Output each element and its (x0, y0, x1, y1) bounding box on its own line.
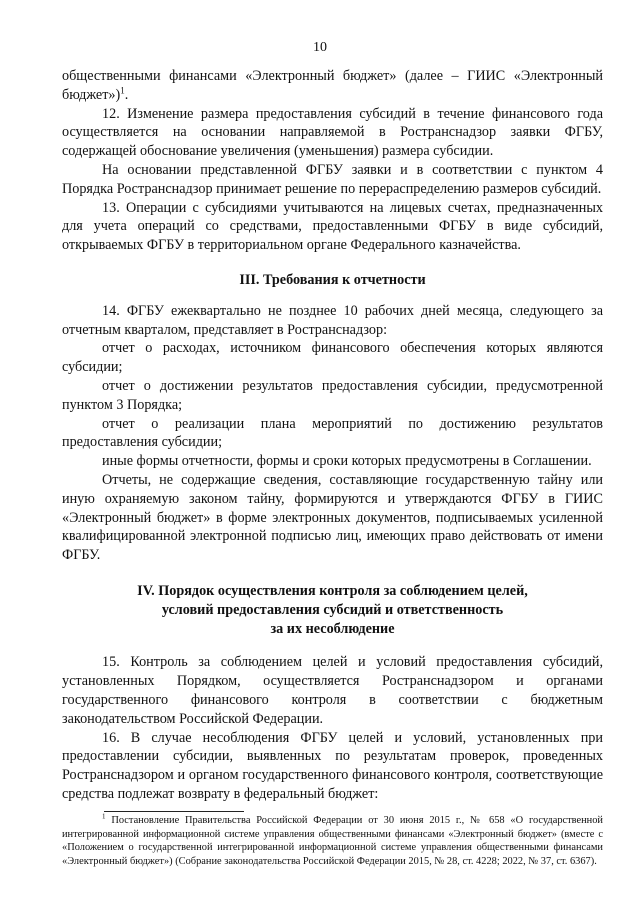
footnote-reference[interactable]: 1 (120, 85, 125, 96)
paragraph-continuation (62, 67, 603, 105)
section-4-heading (62, 582, 603, 638)
page-number: 10 (313, 40, 327, 55)
paragraph-12: 12. Изменение размера предоставления субсидий в течение финансового года осуществляется на основании направляемой в Ространснадзор заявки ФГБУ, содержащей обоснование увеличения (уменьшения) размера субсидии. (62, 105, 603, 160)
paragraph-13: 13. Операции с субсидиями учитываются на лицевых счетах, предназначенных для учета операций со средствами, предоставленными ФГБУ в виде субсидий, открываемых ФГБУ в территориальном органе Федерального казначейства. (62, 199, 603, 254)
footnote-separator (104, 811, 244, 812)
report-item-results: отчет о достижении результатов предоставления субсидии, предусмотренной пунктом 3 Порядка; (62, 377, 603, 413)
paragraph-15: 15. Контроль за соблюдением целей и условий предоставления субсидий, установленных Порядком, осуществляется Ространснадзором и органами государственного финансового контроля в соответствии с бюджетным законодательством Российской Федерации. (62, 654, 603, 727)
paragraph-12-redistribution: На основании представленной ФГБУ заявки и в соответствии с пунктом 4 Порядка Ространснадзор принимает решение по перераспределению размеров субсидий. (62, 161, 603, 197)
paragraph-reports: Отчеты, не содержащие сведения, составляющие государственную тайну или иную охраняемую законом тайну, формируются и утверждаются ФГБУ в ГИИС «Электронный бюджет» в форме электронных документов, подписываемых усиленной квалифицированной электронной подписью лиц, имеющих право действовать от имени ФГБУ. (62, 471, 603, 564)
paragraph-14: 14. ФГБУ ежеквартально не позднее 10 рабочих дней месяца, следующего за отчетным кварталом, представляет в Ространснадзор: (62, 302, 603, 338)
paragraph-continuation-text: общественными финансами «Электронный бюджет» (далее – ГИИС «Электронный бюджет») (62, 68, 603, 103)
paragraph-16: 16. В случае несоблюдения ФГБУ целей и условий, установленных при предоставлении субсидии, выявленных по результатам проверок, проведенных Ространснадзором и органом государственного финансового контроля, соответствующие средства подлежат возврату в федеральный бюджет: (62, 729, 603, 802)
document-body (62, 67, 603, 804)
footnote-text: Постановление Правительства Российской Федерации от 30 июня 2015 г., № 658 «О государственной интегрированной информационной системе управления общественными финансами «Электронный бюджет» (вместе с «Положением о государственной интегрированной информационной системе управления общественными финансами «Электронный бюджет») (Собрание законодательства Российской Федерации 2015, № 28, ст. 4228; 2022, № 37, ст. 6367). (62, 815, 603, 867)
report-item-expenses: отчет о расходах, источником финансового обеспечения которых являются субсидии; (62, 340, 603, 376)
paragraph-continuation-end: . (124, 86, 129, 103)
report-item-other: иные формы отчетности, формы и сроки которых предусмотрены в Соглашении. (102, 453, 592, 470)
footnote-marker: 1 (102, 812, 106, 821)
section-4-heading-line-1: IV. Порядок осуществления контроля за соблюдением целей, (137, 582, 528, 599)
section-4-heading-line-2: условий предоставления субсидий и ответственность (161, 601, 504, 618)
report-item-plan: отчет о реализации плана мероприятий по достижению результатов предоставления субсидии; (62, 415, 603, 451)
footnote (62, 814, 603, 868)
section-3-heading: III. Требования к отчетности (239, 271, 426, 288)
section-4-heading-line-3: за их несоблюдение (270, 620, 395, 637)
